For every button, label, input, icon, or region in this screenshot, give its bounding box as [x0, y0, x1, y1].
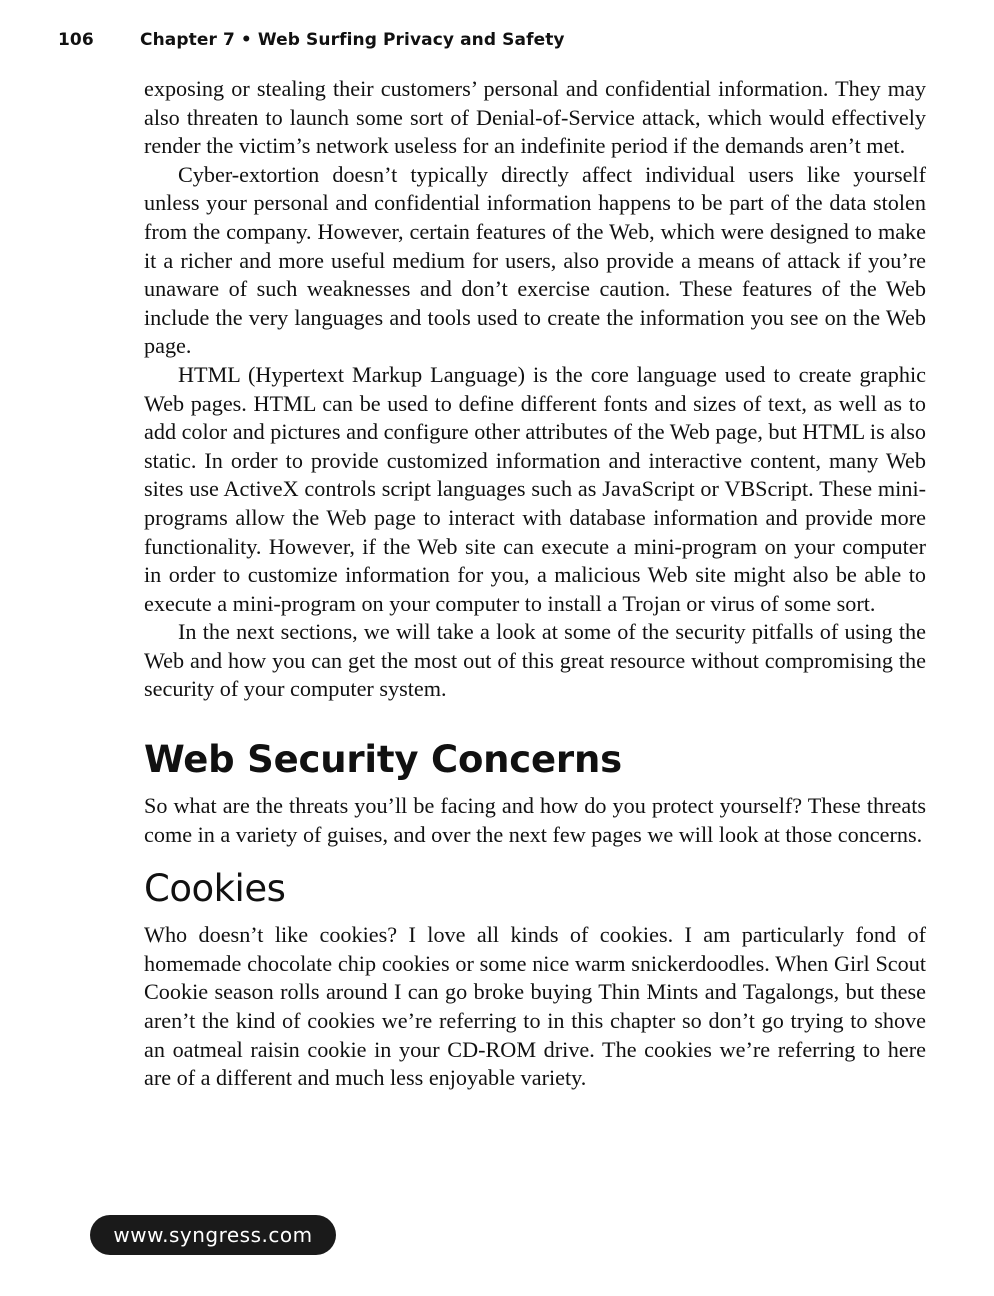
section-paragraph: So what are the threats you’ll be facing and how do you protect yourself? These threats come in a variety of guises, and over the next few pages we will look at those concerns. [144, 793, 926, 847]
subsection-heading: Cookies [144, 867, 286, 911]
website-badge [90, 1215, 336, 1255]
page-number: 106 [58, 30, 94, 50]
subsection-paragraph: Who doesn’t like cookies? I love all kinds of cookies. I am particularly fond of homemade chocolate chip cookies or some nice warm snickerdoodles. When Girl Scout Cookie season rolls around I can go broke buying Thin Mints and Tagalongs, but these aren’t the kind of cookies we’re referring to in this chapter so don’t go trying to shove an oatmeal raisin cookie in your CD-ROM drive. The cookies we’re referring to here are of a different and much less enjoyable variety. [144, 922, 926, 1091]
body-paragraph: HTML (Hypertext Markup Language) is the core language used to create graphic Web pages. HTML can be used to define different fonts and sizes of text, as well as to add color and pictures and configure other attributes of the Web page, but HTML is also static. In order to provide customized information and interactive content, many Web sites use ActiveX controls script languages such as JavaScript or VBScript. These mini-programs allow the Web page to interact with database information and provide more functionality. However, if the Web site can execute a mini-program on your computer in order to customize information for you, a malicious Web site might also be able to execute a mini-program on your computer to install a Trojan or virus of some sort. [144, 361, 926, 616]
body-paragraph: exposing or stealing their customers’ personal and confidential information. They may also threaten to launch some sort of Denial-of-Service attack, which would effectively render the victim’s network useless for an indefinite period if the demands aren’t met. [144, 76, 926, 159]
page-body [144, 75, 926, 1093]
header-separator: • [240, 30, 252, 50]
chapter-label: Chapter 7 [140, 30, 235, 50]
body-paragraph: Cyber-extortion doesn’t typically directly affect individual users like yourself unless your personal and confidential information happens to be part of the data stolen from the company. However, certain features of the Web, which were designed to make it a richer and more useful medium for users, also provide a means of attack if you’re unaware of such weaknesses and don’t exercise caution. These features of the Web include the very languages and tools used to create the information you see on the Web page. [144, 161, 926, 359]
chapter-title: Web Surfing Privacy and Safety [257, 30, 565, 50]
body-paragraph: In the next sections, we will take a look at some of the security pitfalls of using the Web and how you can get the most out of this great resource without compromising the security of your computer system. [144, 619, 926, 702]
running-header [58, 30, 565, 50]
website-url: www.syngress.com [113, 1223, 313, 1247]
section-heading: Web Security Concerns [144, 738, 622, 782]
